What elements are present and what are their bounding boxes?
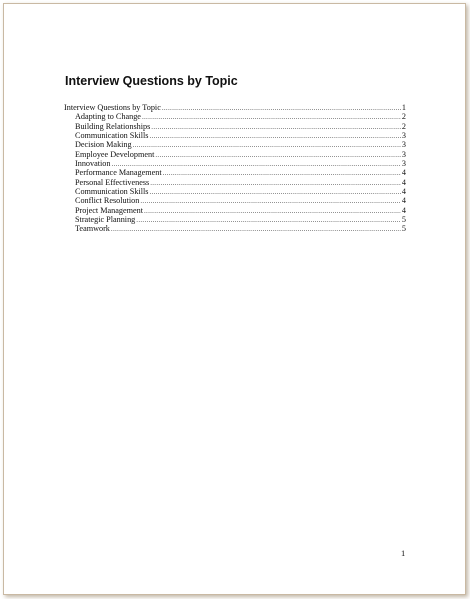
toc-entry-label: Teamwork [75, 224, 110, 234]
toc-entry[interactable] [64, 168, 406, 177]
toc-dot-leader [163, 169, 401, 178]
toc-entry-page: 3 [401, 149, 406, 159]
toc-entry-page: 4 [401, 187, 406, 197]
page-number: 1 [401, 548, 406, 558]
toc-entry[interactable] [64, 122, 406, 131]
toc-entry-page: 3 [401, 140, 406, 150]
toc-entry-page: 4 [401, 177, 406, 187]
toc-entry-label: Communication Skills [75, 131, 149, 141]
toc-entry[interactable] [64, 140, 406, 149]
toc-entry-page: 3 [401, 159, 406, 169]
toc-entry[interactable] [64, 224, 406, 233]
toc-entry-page: 3 [401, 131, 406, 141]
toc-entry-label: Conflict Resolution [75, 196, 140, 206]
toc-entry-label: Adapting to Change [75, 112, 141, 122]
toc-entry[interactable] [64, 187, 406, 196]
table-of-contents [64, 103, 406, 234]
toc-entry-page: 5 [401, 224, 406, 234]
toc-entry-page: 2 [401, 121, 406, 131]
toc-dot-leader [142, 113, 401, 122]
toc-entry-page: 1 [401, 103, 406, 112]
toc-dot-leader [151, 123, 401, 132]
toc-entry-label: Innovation [75, 159, 111, 169]
toc-entry[interactable] [64, 196, 406, 205]
toc-dot-leader [149, 132, 400, 141]
toc-entry-label: Interview Questions by Topic [64, 103, 161, 112]
toc-entry-label: Employee Development [75, 149, 155, 159]
toc-entry-label: Building Relationships [75, 121, 151, 131]
toc-entry-page: 4 [401, 205, 406, 215]
toc-entry[interactable] [64, 178, 406, 187]
toc-entry-label: Project Management [75, 205, 143, 215]
toc-entry-label: Strategic Planning [75, 215, 136, 225]
toc-dot-leader [155, 151, 401, 160]
toc-dot-leader [136, 216, 401, 225]
toc-dot-leader [140, 197, 401, 206]
toc-entry-page: 4 [401, 196, 406, 206]
toc-entry[interactable] [64, 131, 406, 140]
toc-entry-page: 2 [401, 112, 406, 122]
toc-entry-page: 5 [401, 215, 406, 225]
toc-dot-leader [162, 104, 401, 113]
toc-entry-page: 4 [401, 168, 406, 178]
toc-entry[interactable] [64, 215, 406, 224]
toc-entry[interactable] [64, 103, 406, 112]
toc-dot-leader [149, 188, 400, 197]
toc-entry-label: Performance Management [75, 168, 162, 178]
toc-entry[interactable] [64, 206, 406, 215]
toc-entry[interactable] [64, 150, 406, 159]
toc-dot-leader [111, 225, 401, 234]
toc-entry[interactable] [64, 159, 406, 168]
document-page [3, 3, 466, 595]
toc-entry-label: Decision Making [75, 140, 132, 150]
toc-entry[interactable] [64, 112, 406, 121]
toc-dot-leader [133, 141, 401, 150]
toc-entry-label: Communication Skills [75, 187, 149, 197]
toc-dot-leader [144, 207, 401, 216]
page-title: Interview Questions by Topic [65, 74, 238, 88]
toc-entry-label: Personal Effectiveness [75, 177, 150, 187]
toc-dot-leader [150, 179, 401, 188]
